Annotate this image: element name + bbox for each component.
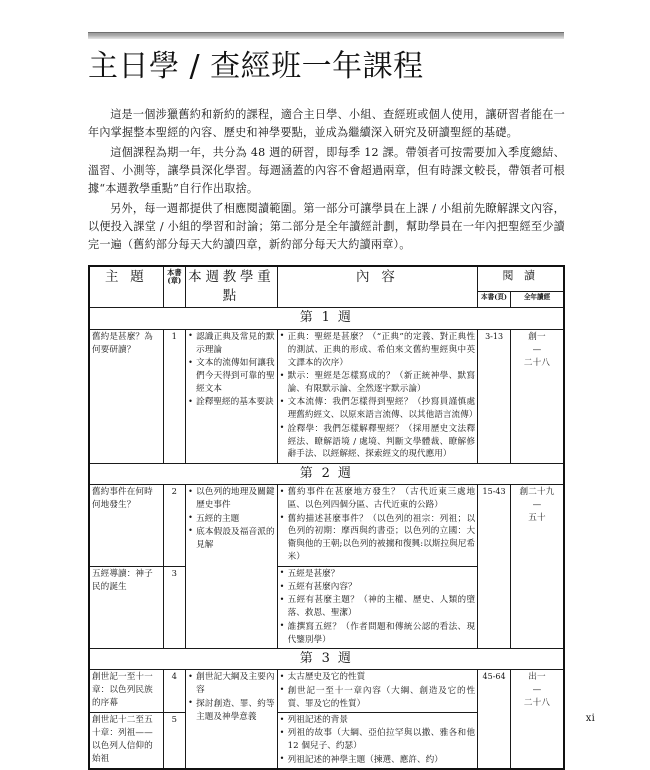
week-banner: 第 2 週 — [89, 463, 564, 484]
cell-contents — [277, 566, 477, 648]
list-item: • 探討創造、罪、約等主題及神學意義 — [188, 698, 275, 724]
list-item: • 列祖的故事（大綱、亞伯拉罕與以撒、雅各和他 12 個兒子、约瑟） — [280, 727, 475, 753]
list-item: • 詮釋學：我們怎樣解釋聖經？（採用歷史文法釋經法、瞭解語境 / 處境、判斷文學體裁、瞭解修辭手法、以經解經、探索經文的現代應用） — [280, 423, 475, 462]
list-item: • 五經有甚麼主題？（神的主權、歷史、人類的墮落、救恩、聖潔） — [280, 594, 475, 620]
page-content — [88, 32, 565, 770]
cell-reading-pages: 3-13 — [478, 329, 511, 463]
header-book-chapter-line1: 本書 — [167, 268, 182, 278]
cell-chapter: 4 — [163, 670, 186, 713]
contents-list — [280, 331, 478, 461]
table-body — [89, 308, 564, 769]
cell-teaching-points — [186, 329, 278, 463]
cell-chapter: 3 — [163, 566, 186, 648]
cell-teaching-points — [186, 670, 278, 769]
page-number: xi — [585, 713, 595, 724]
cell-topic: 創世記十二至五十章：列祖——以色列人信仰的始祖 — [89, 713, 163, 770]
week-banner: 第 1 週 — [89, 308, 564, 329]
cell-contents — [277, 485, 477, 566]
cell-chapter: 2 — [163, 485, 186, 566]
cell-chapter: 1 — [163, 329, 186, 463]
cell-reading-plan: 創二十九 — 五十 — [511, 485, 565, 649]
table-row — [89, 670, 564, 713]
cell-topic: 舊約事件在何時何地發生？ — [89, 485, 163, 566]
header-reading: 閱 讀 — [478, 266, 564, 291]
table-row — [89, 329, 564, 463]
header-reading-plan: 全年讀經 — [511, 291, 565, 308]
intro-paragraph-1: 這是一個涉獵舊約和新約的課程，適合主日學、小組、查經班或個人使用，讓研習者能在一年內掌握整本聖經的內容、歷史和神學要點，並成為繼續深入研究及研讀聖經的基礎。 — [88, 108, 565, 140]
list-item: • 正典：聖經是甚麼？（“正典”的定義、對正典性的測試、正典的形成、希伯來文舊約聖經與中英文譯本的次序） — [280, 331, 475, 370]
header-teaching-points: 本週教學重點 — [186, 266, 278, 308]
page-title: 主日學 / 查經班一年課程 — [88, 49, 424, 84]
teaching-points-list — [188, 331, 275, 409]
list-item: • 列祖記述的神學主題（揀選、應許、约） — [280, 754, 475, 767]
list-item: • 默示：聖經是怎樣寫成的？（新正統神學、默寫論、有限默示論、全然逐字默示論） — [280, 370, 475, 396]
list-item: • 誰撰寫五經？（作者問題和傳統公認的看法、現代鑒別學） — [280, 621, 475, 647]
teaching-points-list — [188, 671, 275, 723]
list-item: • 舊約事件在甚麼地方發生？（古代近東三處地區、以色列四個分區、古代近東的公路） — [280, 486, 475, 512]
cell-reading-pages: 15-43 — [478, 485, 511, 649]
intro-paragraph-3: 另外，每一週都提供了相應閱讀範圍。第一部分可讓學員在上課 / 小組前先瞭解課文內容，以便投入課堂 / 小組的學習和討論；第二部分是全年讀經計劃，幫助學員在一年內把聖經至少讀完一遍（舊約部分每天大約讀四章，新約部分每天大約讀兩章）。 — [88, 202, 565, 252]
cell-contents — [277, 329, 477, 463]
list-item: • 五經的主題 — [188, 513, 275, 526]
list-item: • 列祖記述的背景 — [280, 714, 475, 727]
header-topic: 主 題 — [89, 266, 163, 308]
cell-reading-plan: 出一 — 二十八 — [511, 670, 565, 769]
list-item: • 認識正典及常見的默示理論 — [188, 331, 275, 357]
table-header-row — [89, 266, 564, 291]
list-item: • 文本的流傳如何讓我們今天得到可靠的聖經文本 — [188, 357, 275, 396]
table-row — [89, 485, 564, 566]
week-banner-row — [89, 463, 564, 484]
list-item: • 五經有甚麼內容？ — [280, 581, 475, 594]
list-item: • 詮釋聖經的基本要訣 — [188, 396, 275, 409]
list-item: • 太古歷史及它的性質 — [280, 671, 475, 684]
header-contents: 內 容 — [277, 266, 477, 308]
cell-reading-plan: 創一 — 二十八 — [511, 329, 565, 463]
header-reading-pages: 本書(頁) — [478, 291, 511, 308]
contents-list — [280, 714, 475, 767]
list-item: • 舊約描述甚麼事件？（以色列的祖宗：列祖；以色列的初期：摩西與约書亞；以色列的立國：大衛與他的王朝;以色列的被擄和復興:以斯拉與尼希米） — [280, 513, 475, 565]
contents-list — [280, 486, 475, 564]
intro-paragraph-2: 這個課程為期一年，共分為 48 週的研習，即每季 12 課。帶領者可按需要加入季度總結、溫習、小測等，讓學員深化學習。每週涵蓋的內容不會超過兩章，但有時課文較長，帶領者可根據“本週教學重點”自行作出取捨。 — [88, 146, 565, 196]
list-item: • 創世記一至十一章內容（大綱、創造及它的性質、罪及它的性質） — [280, 685, 475, 711]
contents-list — [280, 671, 475, 710]
list-item: • 五經是甚麼？ — [280, 568, 475, 581]
contents-list — [280, 568, 475, 647]
cell-contents — [277, 670, 477, 713]
cell-topic: 五經導讀：神子民的誕生 — [89, 566, 163, 648]
header-book-chapter — [163, 266, 186, 308]
list-item: • 底本假設及福音派的見解 — [188, 526, 275, 552]
list-item: • 創世記大綱及主要內容 — [188, 671, 275, 697]
cell-reading-pages: 45-64 — [478, 670, 511, 769]
title-rule-divider — [88, 32, 564, 39]
teaching-points-list — [188, 486, 275, 551]
list-item: • 文本流傳：我們怎樣得到聖經？（抄寫員謹慎處理舊約經文、以原來語言流傳、以其他語言流傳） — [280, 396, 475, 422]
cell-contents — [277, 713, 477, 770]
cell-topic: 創世記一至十一章：以色列民族的序幕 — [89, 670, 163, 713]
week-banner: 第 3 週 — [89, 648, 564, 669]
cell-topic: 舊約是甚麼？為何要研讀？ — [89, 329, 163, 463]
week-banner-row — [89, 308, 564, 329]
cell-teaching-points — [186, 485, 278, 649]
list-item: • 以色列的地理及關鍵歷史事件 — [188, 486, 275, 512]
header-book-chapter-line2: (章) — [167, 276, 182, 286]
curriculum-table — [88, 265, 565, 770]
cell-chapter: 5 — [163, 713, 186, 770]
week-banner-row — [89, 648, 564, 669]
